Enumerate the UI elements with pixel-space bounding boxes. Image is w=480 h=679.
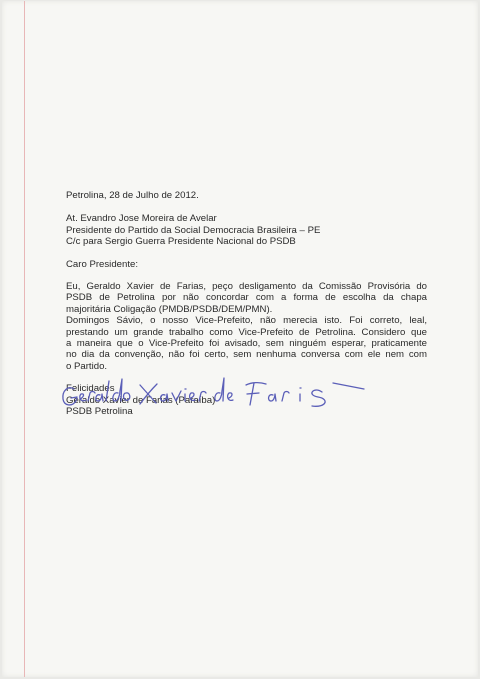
recipient-line: At. Evandro Jose Moreira de Avelar	[66, 213, 217, 225]
salutation: Caro Presidente:	[66, 258, 138, 270]
recipient-line: Presidente do Partido da Social Democracia Brasileira – PE	[66, 224, 321, 236]
letter-page	[2, 1, 478, 677]
signer-organization: PSDB Petrolina	[66, 406, 133, 418]
date-line: Petrolina, 28 de Julho de 2012.	[66, 190, 199, 201]
signer-name: Geraldo Xavier de Farias (Paraíba)	[66, 394, 216, 406]
body-line: Domingos Sávio, o nosso Vice-Prefeito, não merecia isto. Foi correto, leal,	[66, 315, 427, 327]
body-line: a maneira que o Vice-Prefeito foi avisado, sem ninguém esperar, praticamente	[66, 338, 427, 350]
body-line: Eu, Geraldo Xavier de Farias, peço desligamento da Comissão Provisória do	[66, 281, 427, 293]
closing: Felicidades	[66, 383, 115, 395]
body-line: prestando um grande trabalho como Vice-Prefeito de Petrolina. Considero que	[66, 326, 427, 338]
letter-body	[66, 190, 427, 418]
body-line: PSDB de Petrolina por não concordar com a forma de escolha da chapa	[66, 292, 427, 304]
body-line: no dia da convenção, não foi certo, sem nenhuma conversa com ele nem com	[66, 349, 427, 361]
body-line: o Partido.	[66, 360, 108, 372]
signature-block	[66, 395, 427, 418]
margin-rule	[24, 1, 25, 677]
recipient-line: C/c para Sergio Guerra Presidente Nacional do PSDB	[66, 236, 296, 248]
body-line: majoritária Coligação (PMDB/PSDB/DEM/PMN).	[66, 303, 273, 315]
